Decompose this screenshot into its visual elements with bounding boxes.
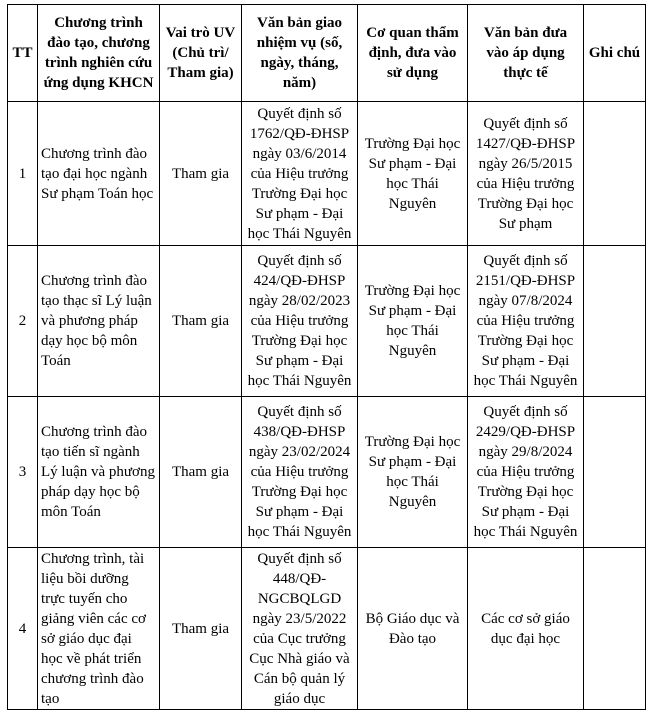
cell-program: Chương trình đào tạo đại học ngành Sư phạm Toán học bbox=[38, 102, 160, 246]
cell-agency: Trường Đại học Sư phạm - Đại học Thái Nguyên bbox=[358, 246, 468, 397]
cell-tt: 4 bbox=[8, 548, 38, 710]
table-row bbox=[8, 548, 646, 710]
cell-assignment-doc: Quyết định số 424/QĐ-ĐHSP ngày 28/02/2023 của Hiệu trưởng Trường Đại học Sư phạm - Đại học Thái Nguyên bbox=[242, 246, 358, 397]
table-row bbox=[8, 102, 646, 246]
cell-program: Chương trình đào tạo thạc sĩ Lý luận và phương pháp dạy học bộ môn Toán bbox=[38, 246, 160, 397]
cell-applied-doc: Các cơ sở giáo dục đại học bbox=[468, 548, 584, 710]
table-row bbox=[8, 397, 646, 548]
cell-program: Chương trình đào tạo tiến sĩ ngành Lý luận và phương pháp dạy học bộ môn Toán bbox=[38, 397, 160, 548]
cell-tt: 2 bbox=[8, 246, 38, 397]
header-assignment-doc: Văn bản giao nhiệm vụ (số, ngày, tháng, năm) bbox=[242, 5, 358, 102]
cell-role: Tham gia bbox=[160, 246, 242, 397]
cell-role: Tham gia bbox=[160, 397, 242, 548]
cell-note bbox=[584, 397, 646, 548]
cell-tt: 1 bbox=[8, 102, 38, 246]
cell-program: Chương trình, tài liệu bồi dưỡng trực tuyến cho giảng viên các cơ sở giáo dục đại học về phát triển chương trình đào tạo bbox=[38, 548, 160, 710]
cell-role: Tham gia bbox=[160, 102, 242, 246]
header-tt: TT bbox=[8, 5, 38, 102]
header-applied-doc: Văn bản đưa vào áp dụng thực tế bbox=[468, 5, 584, 102]
cell-note bbox=[584, 548, 646, 710]
cell-assignment-doc: Quyết định số 438/QĐ-ĐHSP ngày 23/02/2024 của Hiệu trưởng Trường Đại học Sư phạm - Đại học Thái Nguyên bbox=[242, 397, 358, 548]
header-program: Chương trình đào tạo, chương trình nghiên cứu ứng dụng KHCN bbox=[38, 5, 160, 102]
header-role: Vai trò UV (Chủ trì/ Tham gia) bbox=[160, 5, 242, 102]
cell-agency: Bộ Giáo dục và Đào tạo bbox=[358, 548, 468, 710]
cell-agency: Trường Đại học Sư phạm - Đại học Thái Nguyên bbox=[358, 102, 468, 246]
cell-assignment-doc: Quyết định số 448/QĐ-NGCBQLGD ngày 23/5/2022 của Cục trưởng Cục Nhà giáo và Cán bộ quản lý giáo dục bbox=[242, 548, 358, 710]
cell-note bbox=[584, 246, 646, 397]
cell-note bbox=[584, 102, 646, 246]
cell-role: Tham gia bbox=[160, 548, 242, 710]
cell-assignment-doc: Quyết định số 1762/QĐ-ĐHSP ngày 03/6/2014 của Hiệu trưởng Trường Đại học Sư phạm - Đại học Thái Nguyên bbox=[242, 102, 358, 246]
table-header-row bbox=[8, 5, 646, 102]
table-row bbox=[8, 246, 646, 397]
cell-applied-doc: Quyết định số 2151/QĐ-ĐHSP ngày 07/8/2024 của Hiệu trưởng Trường Đại học Sư phạm - Đại học Thái Nguyên bbox=[468, 246, 584, 397]
cell-applied-doc: Quyết định số 1427/QĐ-ĐHSP ngày 26/5/2015 của Hiệu trưởng Trường Đại học Sư phạm bbox=[468, 102, 584, 246]
cell-tt: 3 bbox=[8, 397, 38, 548]
cell-applied-doc: Quyết định số 2429/QĐ-ĐHSP ngày 29/8/2024 của Hiệu trưởng Trường Đại học Sư phạm - Đại học Thái Nguyên bbox=[468, 397, 584, 548]
header-note: Ghi chú bbox=[584, 5, 646, 102]
header-agency: Cơ quan thẩm định, đưa vào sử dụng bbox=[358, 5, 468, 102]
qualification-table bbox=[7, 4, 646, 710]
cell-agency: Trường Đại học Sư phạm - Đại học Thái Nguyên bbox=[358, 397, 468, 548]
